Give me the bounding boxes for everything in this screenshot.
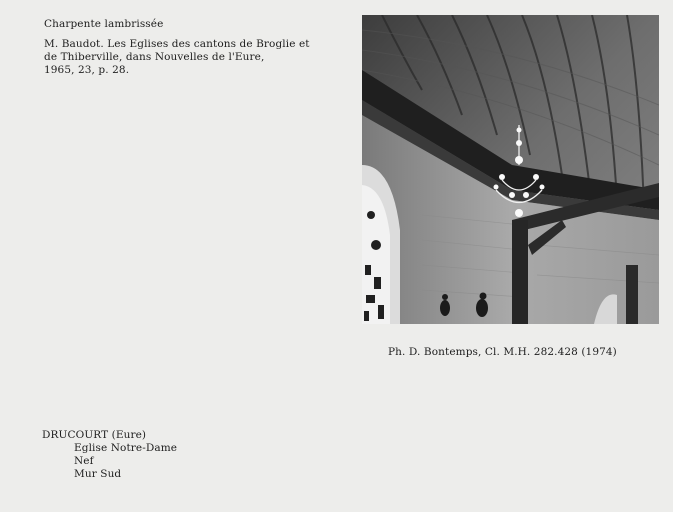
reference-line: 1965, 23, p. 28. xyxy=(44,64,130,76)
photo-credit: Ph. D. Bontemps, Cl. M.H. 282.428 (1974) xyxy=(388,346,617,358)
reference-line: de Thiberville, dans Nouvelles de l'Eure, xyxy=(44,51,265,63)
building: Eglise Notre-Dame xyxy=(74,442,178,454)
building-part: Nef xyxy=(74,455,94,467)
location-block xyxy=(42,429,177,481)
reference-line: M. Baudot. Les Eglises des cantons de Broglie et xyxy=(44,38,310,50)
nave-photograph xyxy=(362,15,659,324)
card-heading: Charpente lambrissée xyxy=(44,18,164,30)
commune: DRUCOURT (Eure) xyxy=(42,429,147,441)
bibliographic-reference xyxy=(44,38,310,77)
view: Mur Sud xyxy=(74,468,122,480)
